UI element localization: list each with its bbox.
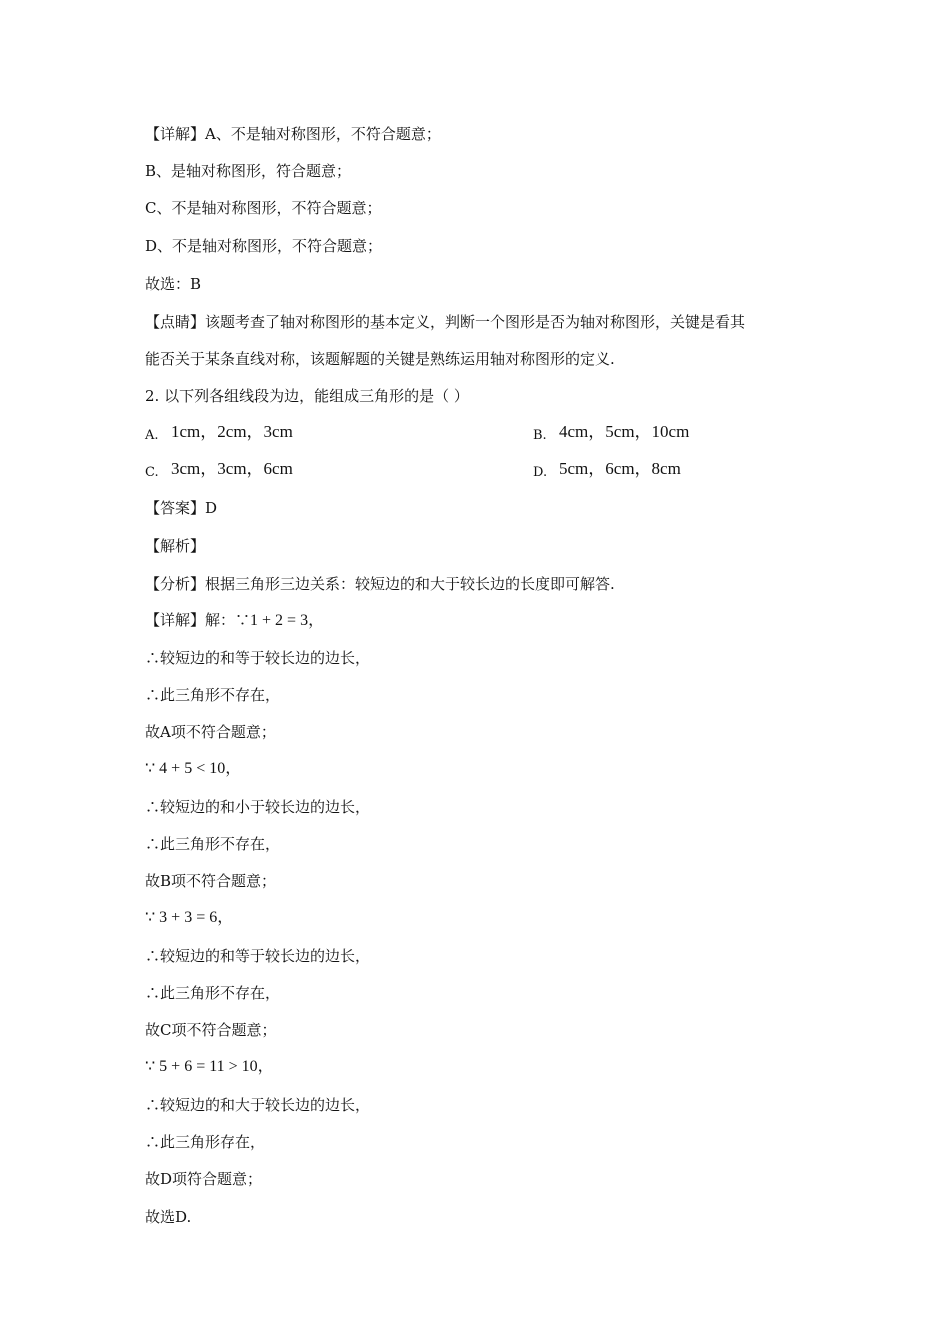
step-line: ∴此三角形不存在， bbox=[145, 835, 281, 853]
detail-line-d: D、不是轴对称图形，不符合题意； bbox=[145, 237, 383, 255]
detail-math: 1 + 2 = 3， bbox=[250, 612, 325, 629]
option-letter: A. bbox=[145, 428, 159, 443]
answer-line: 【答案】D bbox=[145, 499, 218, 517]
detail-line-c: C、不是轴对称图形，不符合题意； bbox=[145, 199, 382, 217]
step-line: ∴较短边的和大于较长边的边长， bbox=[145, 1096, 371, 1114]
step-line: 故B项不符合题意； bbox=[145, 872, 277, 890]
option-letter: D. bbox=[533, 465, 548, 480]
option-value: 5cm，6cm，8cm bbox=[559, 459, 681, 478]
analysis-heading: 【解析】 bbox=[145, 537, 206, 555]
step-line: ∵ 3 + 3 = 6， bbox=[145, 909, 234, 926]
analysis-line: 【分析】根据三角形三边关系：较短边的和大于较长边的长度即可解答. bbox=[145, 575, 615, 593]
comment-line-1: 【点睛】该题考查了轴对称图形的基本定义，判断一个图形是否为轴对称图形，关键是看其 bbox=[145, 313, 746, 331]
question-2: 2. 以下列各组线段为边，能组成三角形的是（ ） bbox=[145, 387, 469, 405]
option-d bbox=[533, 459, 681, 481]
step-line: ∴此三角形不存在， bbox=[145, 686, 281, 704]
option-c bbox=[145, 459, 293, 481]
detail-line-a: 【详解】A、不是轴对称图形，不符合题意； bbox=[145, 125, 441, 143]
step-line: 故C项不符合题意； bbox=[145, 1021, 277, 1039]
detail-prefix: 【详解】解：∵ bbox=[145, 611, 251, 629]
step-line: ∴较短边的和等于较长边的边长， bbox=[145, 947, 371, 965]
option-letter: B. bbox=[533, 428, 547, 443]
option-value: 3cm，3cm，6cm bbox=[171, 459, 293, 478]
comment-line-2: 能否关于某条直线对称，该题解题的关键是熟练运用轴对称图形的定义. bbox=[145, 350, 615, 368]
step-line: 故D项符合题意； bbox=[145, 1170, 263, 1188]
detail-solution-line bbox=[145, 610, 324, 631]
option-value: 4cm，5cm，10cm bbox=[559, 422, 690, 441]
step-line: ∴较短边的和等于较长边的边长， bbox=[145, 649, 371, 667]
step-line: 故A项不符合题意； bbox=[145, 723, 276, 741]
step-line: 故选D. bbox=[145, 1208, 192, 1226]
step-line: ∴较短边的和小于较长边的边长， bbox=[145, 798, 371, 816]
step-line: ∵ 4 + 5 < 10， bbox=[145, 760, 242, 777]
step-line: ∴此三角形不存在， bbox=[145, 984, 281, 1002]
detail-line-b: B、是轴对称图形，符合题意； bbox=[145, 162, 352, 180]
option-value: 1cm，2cm，3cm bbox=[171, 422, 293, 441]
choice-line: 故选：B bbox=[145, 275, 202, 293]
step-line: ∴此三角形存在， bbox=[145, 1133, 266, 1151]
option-b bbox=[533, 422, 689, 444]
option-letter: C. bbox=[145, 465, 159, 480]
step-line: ∵ 5 + 6 = 11 > 10， bbox=[145, 1058, 274, 1075]
option-a bbox=[145, 422, 293, 444]
